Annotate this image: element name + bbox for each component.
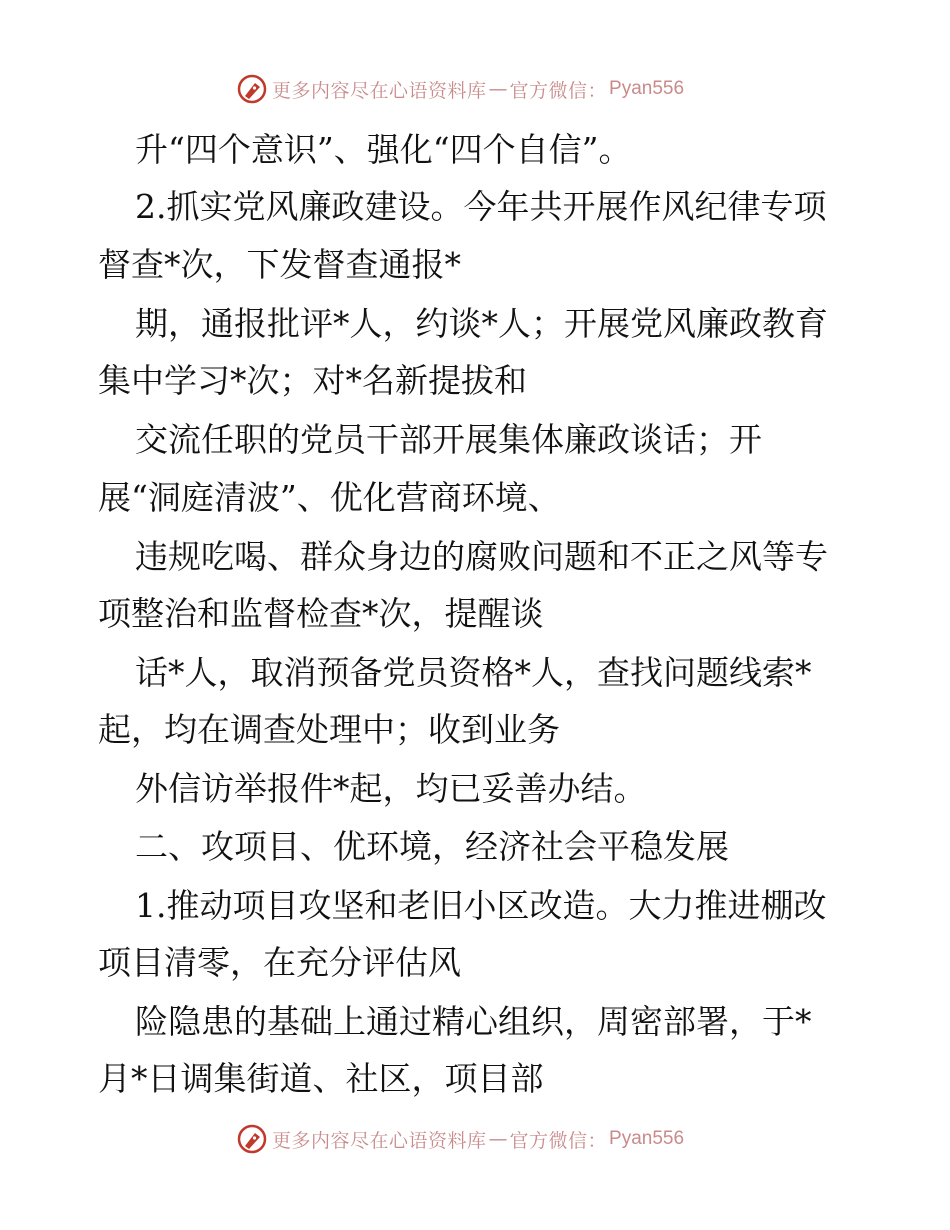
body-line: 交流任职的党员干部开展集体廉政谈话；开 bbox=[135, 420, 762, 459]
watermark-text: 更多内容尽在心语资料库 bbox=[272, 79, 487, 102]
body-line: 月*日调集街道、社区，项目部 bbox=[98, 1059, 544, 1098]
body-line: 项整治和监督检查*次，提醒谈 bbox=[98, 594, 544, 633]
pen-nib-logo-icon bbox=[236, 73, 268, 105]
body-line: 展“洞庭清波”、优化营商环境、 bbox=[98, 478, 561, 517]
body-line: 项目清零，在充分评估风 bbox=[98, 943, 461, 982]
body-line: 外信访举报件*起，均已妥善办结。 bbox=[135, 769, 647, 808]
body-line: 督查*次，下发督查通报* bbox=[98, 245, 461, 284]
watermark-separator: — bbox=[488, 78, 508, 100]
body-line: 话*人，取消预备党员资格*人，查找问题线索* bbox=[135, 653, 812, 692]
header-watermark bbox=[236, 72, 684, 106]
footer-watermark bbox=[236, 1122, 684, 1156]
body-line: 1.推动项目攻坚和老旧小区改造。大力推进棚改 bbox=[135, 886, 827, 925]
watermark-account: Pyan556 bbox=[609, 1128, 685, 1149]
watermark-separator: — bbox=[488, 1128, 508, 1150]
body-line: 险隐患的基础上通过精心组织，周密部署，于* bbox=[135, 1002, 812, 1041]
body-line: 期，通报批评*人，约谈*人；开展党风廉政教育 bbox=[135, 304, 828, 343]
watermark-account: Pyan556 bbox=[609, 78, 685, 99]
body-line: 2.抓实党风廉政建设。今年共开展作风纪律专项 bbox=[135, 187, 827, 226]
watermark-label: 官方微信： bbox=[509, 1129, 608, 1152]
body-line: 起，均在调查处理中；收到业务 bbox=[98, 710, 560, 749]
watermark-label: 官方微信： bbox=[509, 79, 608, 102]
body-line: 集中学习*次；对*名新提拔和 bbox=[98, 361, 527, 400]
body-line: 违规吃喝、群众身边的腐败问题和不正之风等专 bbox=[135, 537, 828, 576]
pen-nib-logo-icon bbox=[236, 1123, 268, 1155]
watermark-text: 更多内容尽在心语资料库 bbox=[272, 1129, 487, 1152]
section-heading: 二、攻项目、优环境，经济社会平稳发展 bbox=[135, 827, 729, 866]
body-line: 升“四个意识”、强化“四个自信”。 bbox=[135, 130, 632, 169]
